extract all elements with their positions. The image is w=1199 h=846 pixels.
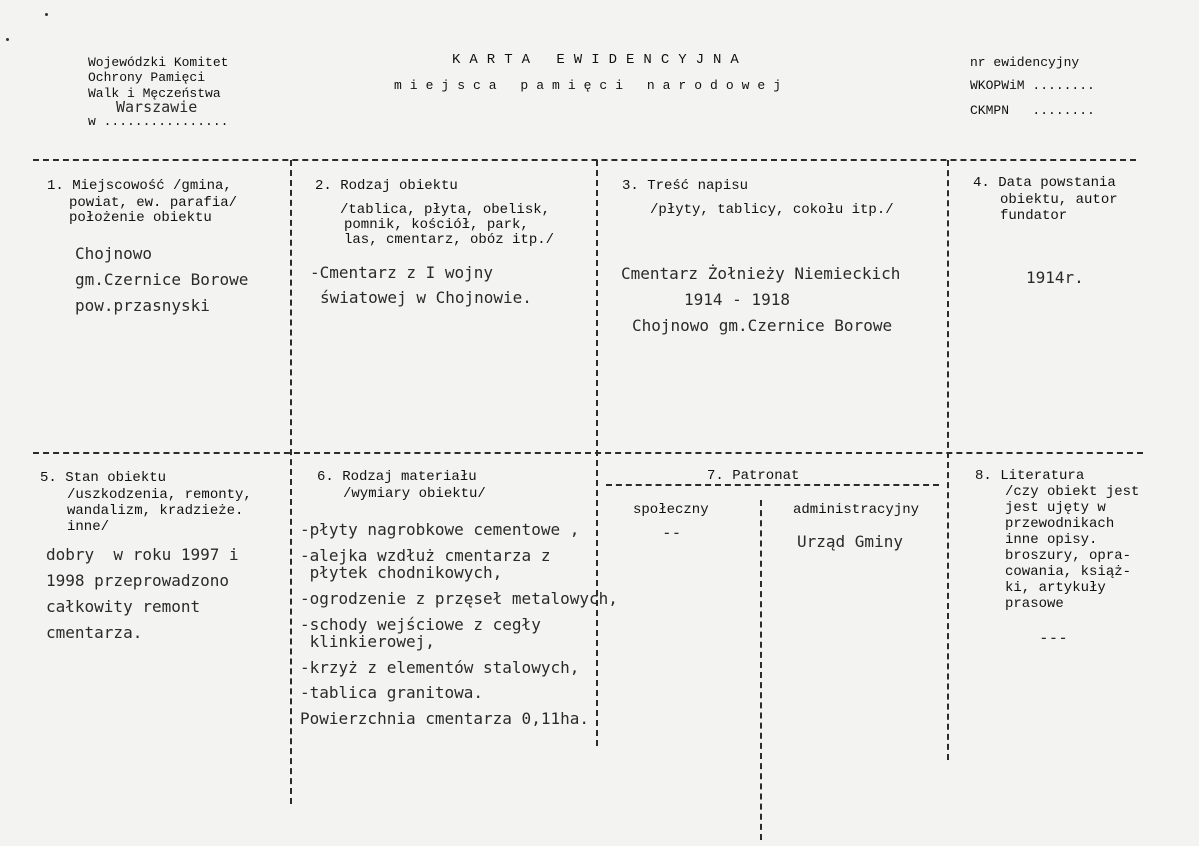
material-item: płytek chodnikowych, bbox=[300, 563, 503, 582]
section-label: powiat, ew. parafia/ bbox=[69, 195, 238, 211]
section-label: /uszkodzenia, remonty, bbox=[67, 487, 252, 503]
section-label: las, cmentarz, obóz itp./ bbox=[344, 232, 555, 248]
patronat-rule bbox=[606, 484, 939, 486]
page-title: KARTA EWIDENCYJNA bbox=[452, 52, 748, 68]
section-label: /tablica, płyta, obelisk, bbox=[340, 202, 551, 218]
section-label: 5. Stan obiektu bbox=[40, 470, 167, 486]
section-label: inne opisy. bbox=[1005, 532, 1098, 548]
registry-ckmpn: CKMPN ........ bbox=[970, 103, 1095, 118]
page-subtitle: miejsca pamięci narodowej bbox=[394, 78, 790, 93]
social-label: społeczny bbox=[633, 502, 709, 518]
condition-value: dobry w roku 1997 i bbox=[46, 545, 239, 564]
city-prefix: w ................ bbox=[88, 114, 229, 129]
section-label: położenie obiektu bbox=[69, 210, 212, 226]
location-value: Chojnowo bbox=[75, 244, 153, 263]
scan-speck bbox=[6, 38, 9, 41]
location-value: pow.przasnyski bbox=[75, 296, 210, 315]
material-item: -płyty nagrobkowe cementowe , bbox=[300, 520, 580, 539]
admin-label: administracyjny bbox=[793, 502, 920, 518]
admin-value: Urząd Gminy bbox=[797, 532, 903, 551]
registry-label: nr ewidencyjny bbox=[970, 55, 1080, 70]
scan-speck bbox=[45, 13, 48, 16]
section-label: cowania, książ- bbox=[1005, 564, 1132, 580]
section-label: 2. Rodzaj obiektu bbox=[315, 178, 458, 194]
inscription-value: 1914 - 1918 bbox=[684, 290, 790, 309]
section-label: 3. Treść napisu bbox=[622, 178, 749, 194]
committee-line: Walk i Męczeństwa bbox=[88, 86, 221, 101]
material-item: klinkierowej, bbox=[300, 632, 435, 651]
section-label: 8. Literatura bbox=[975, 468, 1085, 484]
section-label: inne/ bbox=[67, 519, 110, 535]
column-divider bbox=[290, 160, 292, 804]
section-label: 4. Data powstania bbox=[973, 175, 1116, 191]
section-label: broszury, opra- bbox=[1005, 548, 1132, 564]
middle-rule bbox=[33, 452, 1143, 454]
section-label: /wymiary obiektu/ bbox=[343, 486, 486, 502]
section-label: przewodnikach bbox=[1005, 516, 1115, 532]
section-label: ki, artykuły bbox=[1005, 580, 1106, 596]
literature-value: --- bbox=[1039, 628, 1068, 647]
condition-value: całkowity remont bbox=[46, 597, 201, 616]
top-rule bbox=[33, 159, 1136, 161]
material-item: -alejka wzdłuż cmentarza z bbox=[300, 546, 551, 565]
section-label: jest ujęty w bbox=[1005, 500, 1106, 516]
section-label: /czy obiekt jest bbox=[1005, 484, 1140, 500]
section-label: fundator bbox=[1000, 208, 1068, 224]
object-type-value: -Cmentarz z I wojny bbox=[310, 263, 494, 282]
column-divider bbox=[596, 160, 598, 746]
patronat-divider bbox=[760, 500, 762, 840]
social-value: -- bbox=[662, 523, 682, 542]
section-label: prasowe bbox=[1005, 596, 1064, 612]
section-label: pomnik, kościół, park, bbox=[344, 217, 529, 233]
committee-line: Wojewódzki Komitet bbox=[88, 55, 229, 70]
material-item: -ogrodzenie z przęseł metalowych, bbox=[300, 589, 618, 608]
column-divider bbox=[947, 160, 949, 760]
material-item: Powierzchnia cmentarza 0,11ha. bbox=[300, 709, 589, 728]
section-label: wandalizm, kradzieże. bbox=[67, 503, 244, 519]
material-item: -schody wejściowe z cegły bbox=[300, 615, 541, 634]
location-value: gm.Czernice Borowe bbox=[75, 270, 249, 289]
section-label: /płyty, tablicy, cokołu itp./ bbox=[650, 202, 894, 218]
inscription-value: Chojnowo gm.Czernice Borowe bbox=[632, 316, 893, 335]
committee-line: Ochrony Pamięci bbox=[88, 70, 206, 85]
city-value: Warszawie bbox=[116, 98, 198, 116]
condition-value: cmentarza. bbox=[46, 623, 143, 642]
registry-wkopwim: WKOPWiM ........ bbox=[970, 78, 1095, 93]
section-label: 6. Rodzaj materiału bbox=[317, 469, 477, 485]
inscription-value: Cmentarz Żołnieży Niemieckich bbox=[621, 264, 901, 283]
material-item: -krzyż z elementów stalowych, bbox=[300, 658, 580, 677]
date-value: 1914r. bbox=[1026, 268, 1084, 287]
section-label: obiektu, autor bbox=[1000, 192, 1118, 208]
section-label: 7. Patronat bbox=[707, 468, 800, 484]
material-item: -tablica granitowa. bbox=[300, 683, 484, 702]
object-type-value: światowej w Chojnowie. bbox=[320, 288, 532, 307]
section-label: 1. Miejscowość /gmina, bbox=[47, 178, 232, 194]
condition-value: 1998 przeprowadzono bbox=[46, 571, 230, 590]
